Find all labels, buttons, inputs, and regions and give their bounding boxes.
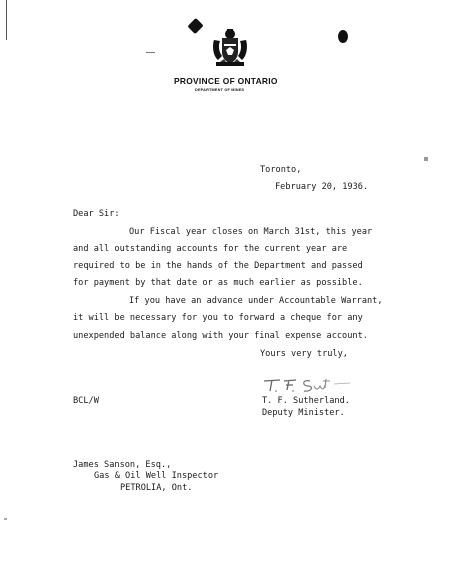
recipient-location: PETROLIA, Ont.: [120, 483, 193, 493]
salutation: Dear Sir:: [73, 209, 120, 219]
ink-blot-right: [338, 30, 348, 43]
reference-initials: BCL/W: [73, 396, 99, 406]
body-line: it will be necessary for you to forward a cheque for any: [73, 313, 363, 323]
recipient-name: James Sanson, Esq.,: [73, 460, 172, 470]
letter-place: Toronto,: [260, 165, 302, 175]
ink-speck: [424, 157, 428, 161]
letterhead-department: DEPARTMENT OF MINES: [195, 88, 245, 92]
ink-speck: [146, 52, 155, 53]
recipient-role: Gas & Oil Well Inspector: [94, 471, 219, 481]
ink-speck: [4, 518, 7, 520]
body-line: If you have an advance under Accountable Warrant,: [129, 296, 383, 306]
ink-blot-left: [187, 18, 203, 34]
body-line: for payment by that date or as much earlier as possible.: [73, 278, 363, 288]
body-line: and all outstanding accounts for the current year are: [73, 244, 348, 254]
letterhead-province: PROVINCE OF ONTARIO: [174, 76, 278, 86]
body-line: unexpended balance along with your final expense account.: [73, 331, 368, 341]
signer-title: Deputy Minister.: [262, 408, 345, 418]
handwritten-signature: [262, 375, 352, 395]
letter-date: February 20, 1936.: [275, 182, 369, 192]
body-line: Our Fiscal year closes on March 31st, this year: [129, 227, 373, 237]
body-line: required to be in the hands of the Department and passed: [73, 261, 363, 271]
margin-rule: [6, 0, 7, 40]
closing: Yours very truly,: [260, 349, 348, 359]
signer-name: T. F. Sutherland.: [262, 396, 350, 406]
ontario-coat-of-arms-icon: [210, 26, 250, 68]
